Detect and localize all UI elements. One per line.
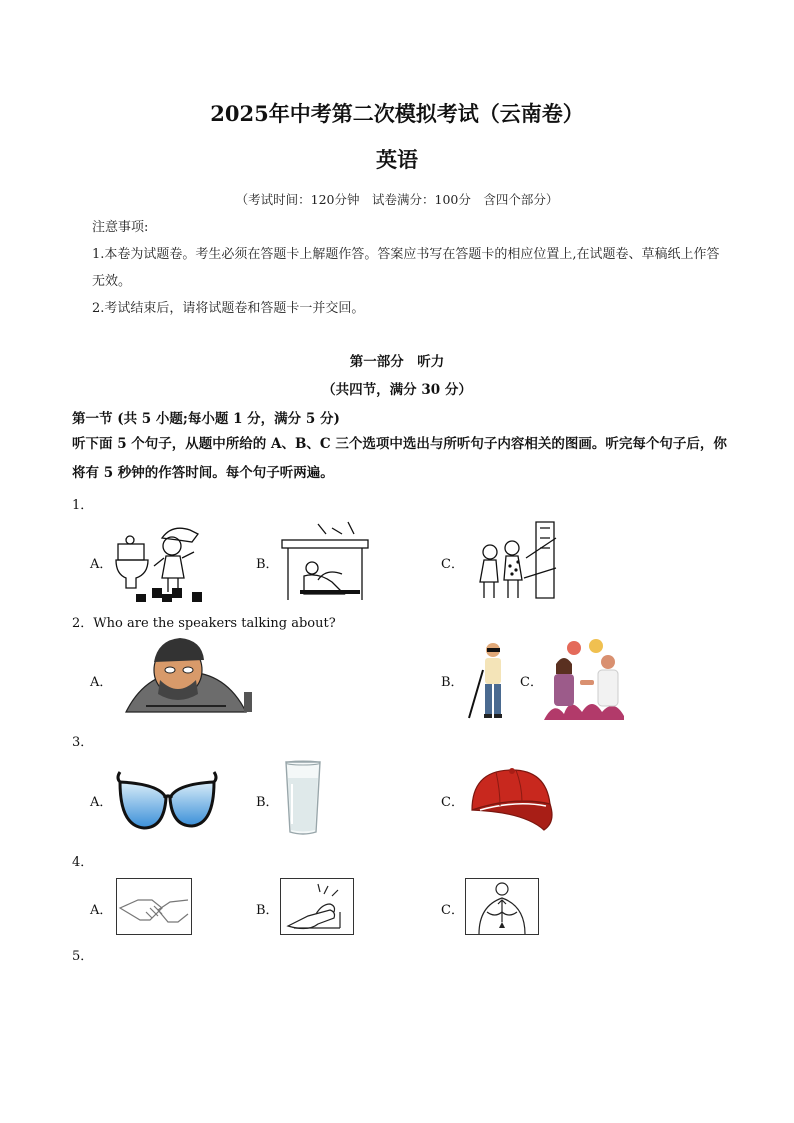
q3-option-c-label: C． <box>441 795 464 810</box>
notice-item-1: 1.本卷为试题卷。考生必须在答题卡上解题作答。答案应书写在答题卡的相应位置上,在试题卷、草稿纸上作答无效。 <box>92 247 720 289</box>
part1-sub: （共四节，满分 30 分） <box>322 382 472 398</box>
part1-heading: 第一部分 听力 <box>349 354 445 370</box>
question-2-index: 2． <box>72 616 94 631</box>
q4-handshake-picture <box>116 878 192 935</box>
q2-option-c-label: C． <box>520 675 543 690</box>
q1-building-kids-picture <box>466 518 562 602</box>
q3-option-b-label: B． <box>256 795 279 810</box>
notice-heading: 注意事项: <box>92 220 149 235</box>
q3-option-a-label: A． <box>90 795 113 810</box>
q3-glass-of-water-picture <box>284 760 322 836</box>
exam-title: 2025年中考第二次模拟考试（云南卷） <box>210 101 584 126</box>
q2-option-a-label: A． <box>90 675 113 690</box>
q3-glasses-picture <box>114 768 220 832</box>
q2-tired-man-picture <box>116 636 256 720</box>
subject-title: 英语 <box>376 147 418 172</box>
section1-heading: 第一节 (共 5 小题;每小题 1 分，满分 5 分) <box>72 411 340 427</box>
q1-toilet-kid-picture <box>112 518 210 602</box>
q2-option-b-label: B． <box>441 675 464 690</box>
question-3-number: 3． <box>72 735 94 750</box>
question-5-number: 5． <box>72 949 94 964</box>
q4-tapping-table-picture <box>280 878 354 935</box>
q1-option-b-label: B． <box>256 557 279 572</box>
q2-blind-man-picture <box>463 640 519 720</box>
q4-option-a-label: A． <box>90 903 113 918</box>
q1-option-c-label: C． <box>441 557 464 572</box>
notice-item-2: 2.考试结束后，请将试题卷和答题卡一并交回。 <box>92 301 365 316</box>
q4-option-c-label: C． <box>441 903 464 918</box>
q4-praying-hands-picture <box>465 878 539 935</box>
question-2-text: Who are the speakers talking about? <box>93 616 336 631</box>
section1-instruction: 听下面 5 个句子，从题中所给的 A、B、C 三个选项中选出与所听句子内容相关的图画。听完每个句子后，你将有 5 秒钟的作答时间。每个句子听两遍。 <box>72 436 727 481</box>
q4-option-b-label: B． <box>256 903 279 918</box>
exam-meta: （考试时间：120分钟 试卷满分：100分 含四个部分） <box>235 192 559 207</box>
question-4-number: 4． <box>72 855 94 870</box>
question-1-number: 1． <box>72 498 94 513</box>
question-2-number <box>72 612 336 631</box>
q3-red-cap-picture <box>466 766 558 832</box>
q1-option-a-label: A． <box>90 557 113 572</box>
q2-sign-language-picture <box>544 638 630 720</box>
q1-under-table-picture <box>278 520 373 602</box>
